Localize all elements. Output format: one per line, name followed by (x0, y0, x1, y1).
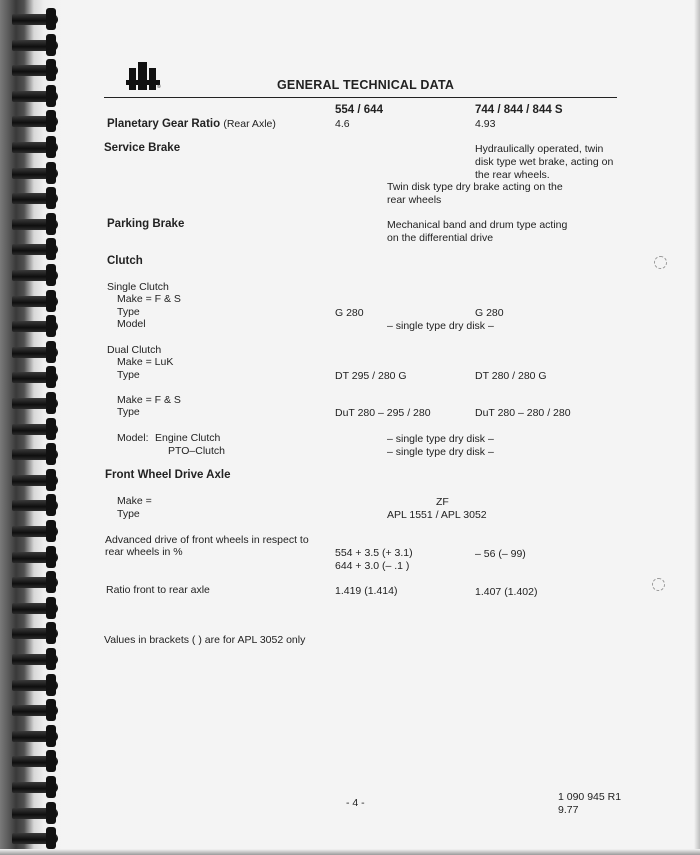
advanced-drive-label: rear wheels in % (105, 546, 183, 558)
punch-hole-mark (652, 578, 665, 591)
document-date: 9.77 (558, 804, 579, 816)
binding-coil (12, 187, 58, 209)
engine-clutch-label: Engine Clutch (155, 432, 221, 444)
binding-coil (12, 341, 58, 363)
binding-coil (12, 802, 58, 824)
dual-clutch-type-label: Type (117, 369, 140, 381)
binding-coil (12, 34, 58, 56)
dual-clutch-title: Dual Clutch (107, 344, 162, 356)
dual-clutch-fs-554: DuT 280 – 295 / 280 (335, 407, 431, 419)
dual-clutch-luk-554: DT 295 / 280 G (335, 370, 407, 382)
binding-coil (12, 469, 58, 491)
front-axle-heading: Front Wheel Drive Axle (105, 469, 231, 481)
service-brake-label: Service Brake (104, 142, 181, 154)
ratio-744: 1.407 (1.402) (475, 586, 538, 598)
punch-hole-mark (654, 256, 667, 269)
front-axle-make-value: ZF (436, 496, 449, 508)
service-brake-744-line: the rear wheels. (475, 169, 550, 181)
advanced-drive-label: Advanced drive of front wheels in respect to (105, 534, 309, 546)
parking-brake-label: Parking Brake (107, 218, 185, 230)
binding-coil (12, 136, 58, 158)
pto-clutch-value: – single type dry disk – (387, 446, 494, 458)
binding-coil (12, 8, 58, 30)
service-brake-554-line: rear wheels (387, 194, 442, 206)
binding-coil (12, 238, 58, 260)
binding-coil (12, 622, 58, 644)
binding-coil (12, 315, 58, 337)
binding-coil (12, 59, 58, 81)
dual-clutch-luk-744: DT 280 / 280 G (475, 370, 547, 382)
page-edge (694, 0, 700, 855)
binding-coil (12, 85, 58, 107)
advanced-drive-644: 644 + 3.0 (– .1 ) (335, 560, 410, 572)
service-brake-744-line: disk type wet brake, acting on (475, 156, 614, 168)
front-axle-type-value: APL 1551 / APL 3052 (387, 509, 487, 521)
binding-coil (12, 366, 58, 388)
advanced-drive-554: 554 + 3.5 (+ 3.1) (335, 547, 413, 559)
parking-brake-line: Mechanical band and drum type acting (387, 219, 568, 231)
binding-coil (12, 571, 58, 593)
dual-clutch-type-label: Type (117, 406, 140, 418)
binding-coil (12, 443, 58, 465)
service-brake-744-line: Hydraulically operated, twin (475, 143, 604, 155)
single-clutch-model-label: Model (117, 318, 146, 330)
binding-coil (12, 827, 58, 849)
header-rule (104, 97, 617, 98)
binding-coil (12, 597, 58, 619)
binding-coil (12, 546, 58, 568)
binding-coil (12, 392, 58, 414)
bottom-edge (0, 849, 700, 855)
column-header-554-644: 554 / 644 (335, 104, 383, 116)
parking-brake-line: on the differential drive (387, 232, 494, 244)
footnote: Values in brackets ( ) are for APL 3052 only (104, 634, 306, 646)
column-header-744-844: 744 / 844 / 844 S (475, 104, 563, 116)
pto-clutch-label: PTO–Clutch (168, 445, 225, 457)
single-clutch-type-label: Type (117, 306, 140, 318)
service-brake-554-line: Twin disk type dry brake acting on the (387, 181, 563, 193)
binding-coil (12, 290, 58, 312)
binding-coil (12, 725, 58, 747)
single-clutch-type-744: G 280 (475, 307, 504, 319)
advanced-drive-744: – 56 (– 99) (475, 548, 526, 560)
dual-clutch-model-label: Model: (117, 432, 149, 444)
clutch-heading: Clutch (107, 255, 143, 267)
planetary-value-744: 4.93 (475, 118, 496, 130)
ih-logo: ® (126, 62, 160, 90)
binding-coil (12, 418, 58, 440)
binding-coil (12, 494, 58, 516)
binding-coil (12, 776, 58, 798)
single-clutch-make: Make = F & S (117, 293, 181, 305)
binding-coil (12, 674, 58, 696)
ratio-label: Ratio front to rear axle (106, 584, 210, 596)
binding-coil (12, 648, 58, 670)
binding-coil (12, 213, 58, 235)
binding-coil (12, 750, 58, 772)
document-code: 1 090 945 R1 (558, 791, 622, 803)
binding-coil (12, 520, 58, 542)
planetary-gear-label: Planetary Gear Ratio (Rear Axle) (107, 118, 276, 130)
dual-clutch-make-luk: Make = LuK (117, 356, 174, 368)
binding-coil (12, 264, 58, 286)
planetary-value-554: 4.6 (335, 118, 350, 130)
single-clutch-title: Single Clutch (107, 281, 169, 293)
engine-clutch-value: – single type dry disk – (387, 433, 494, 445)
dual-clutch-fs-744: DuT 280 – 280 / 280 (475, 407, 571, 419)
binding-coil (12, 699, 58, 721)
dual-clutch-make-fs: Make = F & S (117, 394, 181, 406)
front-axle-type-label: Type (117, 508, 140, 520)
ratio-554: 1.419 (1.414) (335, 585, 398, 597)
page-number: - 4 - (346, 797, 365, 809)
binding-coil (12, 162, 58, 184)
page-title: GENERAL TECHNICAL DATA (277, 78, 455, 92)
single-clutch-type-554: G 280 (335, 307, 364, 319)
front-axle-make-label: Make = (117, 495, 152, 507)
binding-coil (12, 110, 58, 132)
single-clutch-model-value: – single type dry disk – (387, 320, 494, 332)
